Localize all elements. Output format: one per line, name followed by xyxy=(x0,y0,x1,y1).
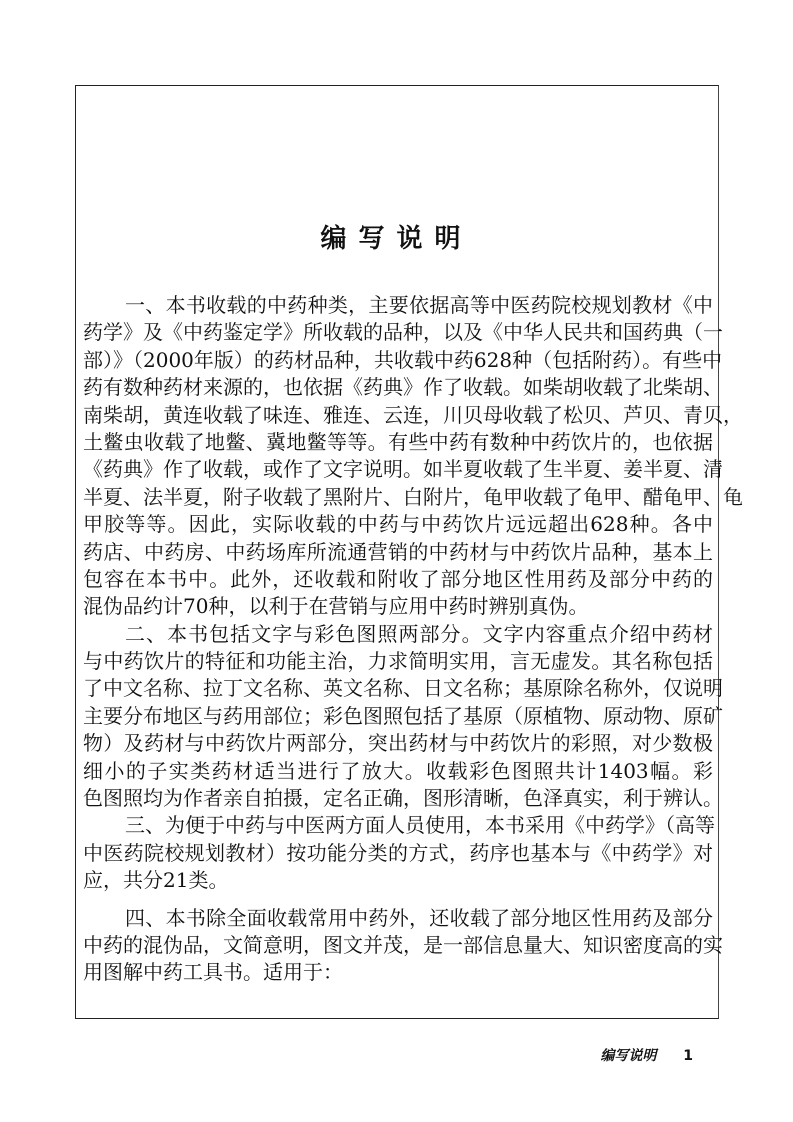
paragraph-line: 细小的子实类药材适当进行了放大。收载彩色图照共计1403幅。彩 xyxy=(83,758,713,783)
paragraph-line: 了中文名称、拉丁文名称、英文名称、日文名称；基原除名称外，仅说明 xyxy=(83,676,723,701)
paragraph-line: 一、本书收载的中药种类，主要依据高等中医药院校规划教材《中 xyxy=(125,293,713,317)
paragraph-line: 药学》及《中药鉴定学》所收载的品种，以及《中华人民共和国药典（一 xyxy=(83,320,723,345)
page-title: 编写说明 xyxy=(320,224,473,254)
page-number: 1 xyxy=(683,1048,693,1064)
paragraph-line: 主要分布地区与药用部位；彩色图照包括了基原（原植物、原动物、原矿 xyxy=(83,703,723,728)
paragraph-line: 药店、中药房、中药场库所流通营销的中药材与中药饮片品种，基本上 xyxy=(83,539,713,564)
paragraph-line: 物）及药材与中药饮片两部分，突出药材与中药饮片的彩照，对少数极 xyxy=(83,731,713,756)
paragraph-line: 二、本书包括文字与彩色图照两部分。文字内容重点介绍中药材 xyxy=(125,621,713,646)
paragraph-line: 部）》（2000年版）的药材品种，共收载中药628种（包括附药）。有些中 xyxy=(83,347,723,372)
paragraph-line: 包容在本书中。此外，还收载和附收了部分地区性用药及部分中药的 xyxy=(83,566,713,591)
running-footer-section: 编写说明 xyxy=(600,1048,657,1064)
paragraph-line: 中医药院校规划教材）按功能分类的方式，药序也基本与《中药学》对 xyxy=(83,840,713,865)
paragraph-line: 四、本书除全面收载常用中药外，还收载了部分地区性用药及部分 xyxy=(125,905,713,930)
paragraph-line: 混伪品约计70种，以利于在营销与应用中药时辨别真伪。 xyxy=(83,594,589,619)
paragraph-line: 半夏、法半夏，附子收载了黑附片、白附片，龟甲收载了龟甲、醋龟甲、龟 xyxy=(83,484,743,509)
paragraph-line: 甲胶等等。因此，实际收载的中药与中药饮片远远超出628种。各中 xyxy=(83,512,713,537)
page-footer xyxy=(600,1045,693,1065)
body-text xyxy=(83,292,743,987)
paragraph-line: 应，共分21类。 xyxy=(83,868,229,893)
paragraph-line: 色图照均为作者亲自拍摄，定名正确，图形清晰，色泽真实，利于辨认。 xyxy=(83,786,723,811)
paragraph-line: 《药典》作了收载，或作了文字说明。如半夏收载了生半夏、姜半夏、清 xyxy=(83,457,723,482)
paragraph-line: 药有数种药材来源的，也依据《药典》作了收载。如柴胡收载了北柴胡、 xyxy=(83,375,723,400)
paragraph-line: 用图解中药工具书。适用于： xyxy=(83,960,343,985)
paragraph-line: 土鳖虫收载了地鳖、冀地鳖等等。有些中药有数种中药饮片的，也依据 xyxy=(83,429,713,454)
paragraph-line: 与中药饮片的特征和功能主治，力求简明实用，言无虚发。其名称包括 xyxy=(83,649,713,674)
paragraph-line: 中药的混伪品，文简意明，图文并茂，是一部信息量大、知识密度高的实 xyxy=(83,932,723,957)
paragraph-line: 三、为便于中药与中医两方面人员使用，本书采用《中药学》（高等 xyxy=(125,813,715,838)
paragraph-line: 南柴胡，黄连收载了味连、雅连、云连，川贝母收载了松贝、芦贝、青贝， xyxy=(83,402,743,427)
